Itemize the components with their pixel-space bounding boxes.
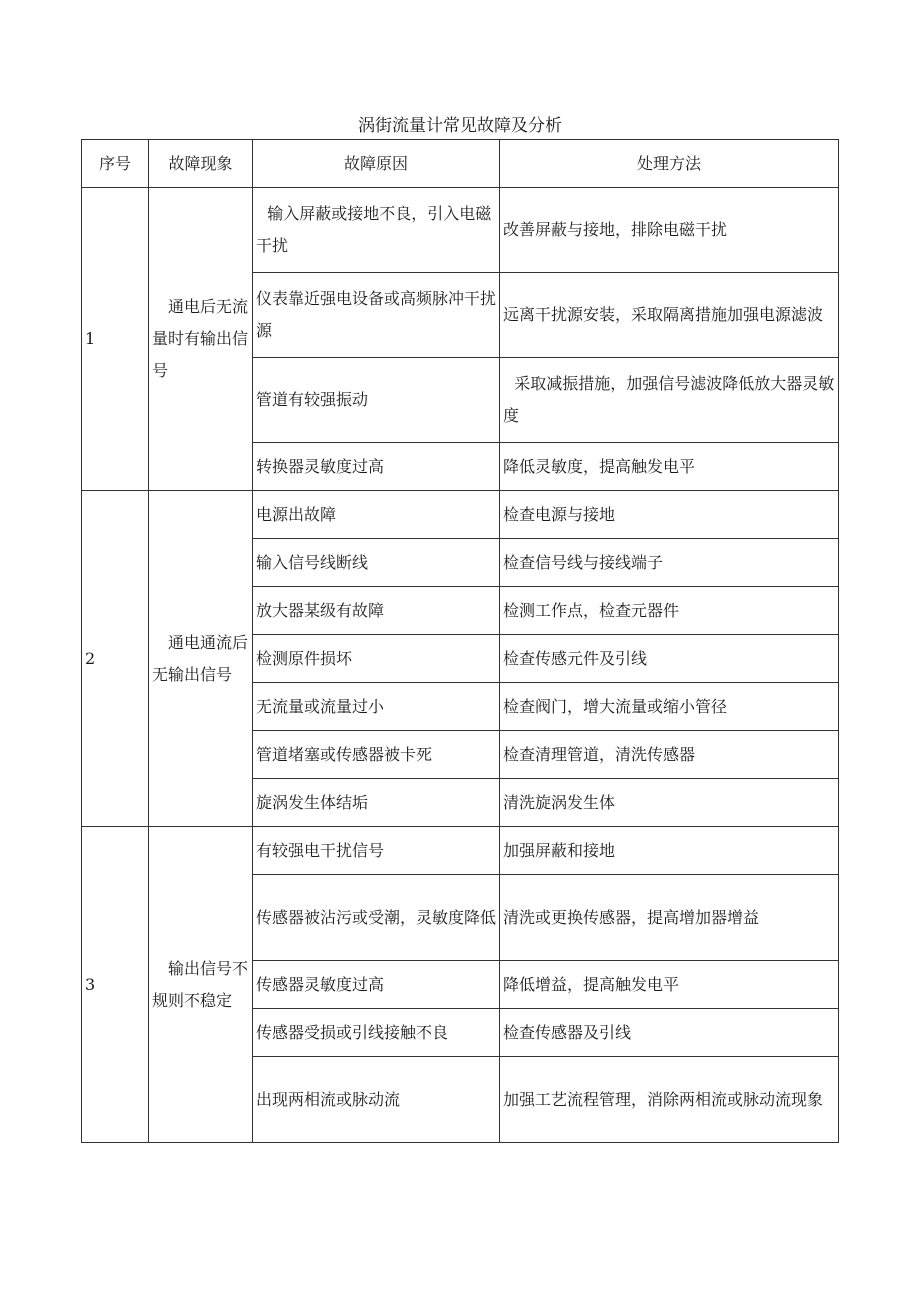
seq-cell: 3 bbox=[82, 827, 149, 1143]
method-cell: 降低增益，提高触发电平 bbox=[500, 961, 839, 1009]
method-cell: 检测工作点，检查元器件 bbox=[500, 587, 839, 635]
cause-cell: 有较强电干扰信号 bbox=[253, 827, 500, 875]
method-cell: 远离干扰源安装，采取隔离措施加强电源滤波 bbox=[500, 273, 839, 358]
seq-cell: 1 bbox=[82, 188, 149, 491]
cause-cell: 仪表靠近强电设备或高频脉冲干扰源 bbox=[253, 273, 500, 358]
cause-cell: 管道有较强振动 bbox=[253, 358, 500, 443]
table-row bbox=[82, 827, 839, 875]
method-cell: 检查阀门，增大流量或缩小管径 bbox=[500, 683, 839, 731]
phenomenon-cell: 通电后无流量时有输出信号 bbox=[149, 188, 253, 491]
document-title: 涡街流量计常见故障及分析 bbox=[358, 116, 562, 136]
table-row bbox=[82, 491, 839, 539]
method-cell: 检查信号线与接线端子 bbox=[500, 539, 839, 587]
method-cell: 采取减振措施，加强信号滤波降低放大器灵敏度 bbox=[500, 358, 839, 443]
fault-analysis-table bbox=[81, 139, 839, 1143]
cause-cell: 传感器灵敏度过高 bbox=[253, 961, 500, 1009]
header-cause: 故障原因 bbox=[253, 140, 500, 188]
cause-cell: 输入信号线断线 bbox=[253, 539, 500, 587]
phenomenon-cell: 输出信号不规则不稳定 bbox=[149, 827, 253, 1143]
method-cell: 检查清理管道，清洗传感器 bbox=[500, 731, 839, 779]
cause-cell: 出现两相流或脉动流 bbox=[253, 1057, 500, 1143]
header-method: 处理方法 bbox=[500, 140, 839, 188]
cause-cell: 输入屏蔽或接地不良，引入电磁干扰 bbox=[253, 188, 500, 273]
method-cell: 检查传感器及引线 bbox=[500, 1009, 839, 1057]
method-cell: 清洗或更换传感器，提高增加器增益 bbox=[500, 875, 839, 961]
cause-cell: 转换器灵敏度过高 bbox=[253, 443, 500, 491]
phenomenon-cell: 通电通流后无输出信号 bbox=[149, 491, 253, 827]
method-cell: 加强工艺流程管理，消除两相流或脉动流现象 bbox=[500, 1057, 839, 1143]
cause-cell: 电源出故障 bbox=[253, 491, 500, 539]
seq-cell: 2 bbox=[82, 491, 149, 827]
cause-cell: 放大器某级有故障 bbox=[253, 587, 500, 635]
method-cell: 检查电源与接地 bbox=[500, 491, 839, 539]
method-cell: 降低灵敏度，提高触发电平 bbox=[500, 443, 839, 491]
method-cell: 检查传感元件及引线 bbox=[500, 635, 839, 683]
cause-cell: 传感器受损或引线接触不良 bbox=[253, 1009, 500, 1057]
header-phenomenon: 故障现象 bbox=[149, 140, 253, 188]
table-row bbox=[82, 188, 839, 273]
cause-cell: 检测原件损坏 bbox=[253, 635, 500, 683]
cause-cell: 管道堵塞或传感器被卡死 bbox=[253, 731, 500, 779]
cause-cell: 传感器被沾污或受潮，灵敏度降低 bbox=[253, 875, 500, 961]
cause-cell: 无流量或流量过小 bbox=[253, 683, 500, 731]
method-cell: 改善屏蔽与接地，排除电磁干扰 bbox=[500, 188, 839, 273]
method-cell: 加强屏蔽和接地 bbox=[500, 827, 839, 875]
cause-cell: 旋涡发生体结垢 bbox=[253, 779, 500, 827]
method-cell: 清洗旋涡发生体 bbox=[500, 779, 839, 827]
header-seq: 序号 bbox=[82, 140, 149, 188]
table-header-row bbox=[82, 140, 839, 188]
